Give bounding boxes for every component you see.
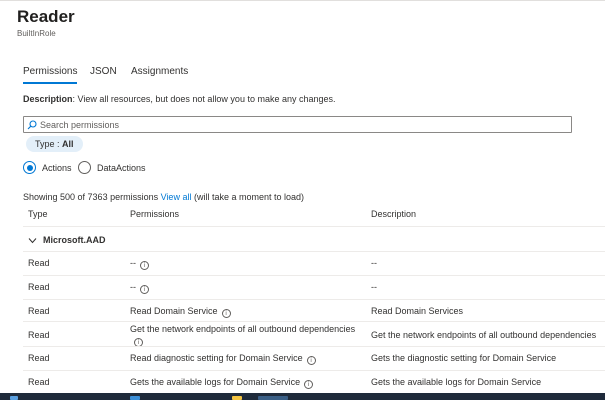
info-icon[interactable]: i: [140, 285, 149, 294]
column-header-type[interactable]: Type: [28, 209, 48, 219]
info-icon[interactable]: i: [140, 261, 149, 270]
row-1-permission: [130, 258, 362, 270]
search-icon: [27, 120, 37, 130]
search-input[interactable]: [40, 120, 560, 130]
row-6-description: Gets the available logs for Domain Service: [371, 377, 542, 387]
radio-dataactions-label: DataActions: [97, 162, 146, 173]
header-divider: [23, 226, 605, 227]
column-header-description[interactable]: Description: [371, 209, 417, 219]
description-label: Description: [23, 94, 73, 104]
showing-count: [23, 192, 304, 202]
radio-actions[interactable]: [23, 161, 72, 174]
row-divider: [23, 321, 605, 322]
column-header-permissions[interactable]: Permissions: [130, 209, 180, 219]
row-3-type: Read: [28, 306, 50, 316]
view-all-link[interactable]: View all: [160, 192, 192, 202]
active-app-icon[interactable]: [258, 396, 288, 400]
row-divider: [23, 346, 605, 347]
row-1-type: Read: [28, 258, 50, 268]
row-3-permission-text: Read Domain Service: [130, 306, 218, 316]
row-4-description: Get the network endpoints of all outbound dependencies: [371, 330, 597, 340]
row-4-type: Read: [28, 330, 50, 340]
type-filter-label: Type :: [35, 139, 63, 149]
showing-suffix: (will take a moment to load): [191, 192, 304, 202]
row-2-type: Read: [28, 282, 50, 292]
row-5-permission-text: Read diagnostic setting for Domain Service: [130, 353, 303, 363]
row-divider: [23, 299, 605, 300]
tab-permissions[interactable]: Permissions: [23, 66, 78, 77]
page-title: Reader: [17, 7, 75, 26]
row-2-permission: [130, 282, 362, 294]
row-2-permission-text: --: [130, 282, 136, 292]
radio-actions-label: Actions: [42, 162, 72, 173]
info-icon[interactable]: i: [134, 338, 143, 347]
showing-prefix: Showing 500 of 7363 permissions: [23, 192, 161, 202]
tab-json[interactable]: JSON: [90, 66, 117, 77]
description-text: : View all resources, but does not allow you to make any changes.: [72, 94, 336, 104]
search-box[interactable]: [23, 116, 572, 133]
row-3-permission: [130, 306, 362, 318]
row-divider: [23, 251, 605, 252]
row-2-description: --: [371, 282, 377, 292]
info-icon[interactable]: i: [307, 356, 316, 365]
radio-dataactions[interactable]: [78, 161, 146, 174]
type-filter-pill[interactable]: [26, 136, 83, 152]
row-3-description: Read Domain Services: [371, 306, 464, 316]
row-divider: [23, 275, 605, 276]
radio-checked-icon: [23, 161, 36, 174]
group-row-microsoft-aad[interactable]: [28, 232, 106, 248]
row-5-description: Gets the diagnostic setting for Domain Service: [371, 353, 557, 363]
page-subtitle: BuiltInRole: [17, 29, 56, 38]
windows-start-icon[interactable]: [10, 396, 18, 400]
row-divider: [23, 370, 605, 371]
radio-unchecked-icon: [78, 161, 91, 174]
row-4-permission: [130, 324, 362, 347]
info-icon[interactable]: i: [222, 309, 231, 318]
top-divider: [0, 0, 605, 1]
type-filter-value: All: [62, 139, 74, 149]
row-4-permission-text: Get the network endpoints of all outbound dependencies: [130, 324, 356, 334]
role-description: [23, 94, 336, 104]
row-5-type: Read: [28, 353, 50, 363]
row-1-permission-text: --: [130, 258, 136, 268]
tab-assignments[interactable]: Assignments: [131, 66, 189, 77]
file-explorer-icon[interactable]: [232, 396, 242, 400]
row-5-permission: [130, 353, 362, 365]
row-6-permission-text: Gets the available logs for Domain Service: [130, 377, 301, 387]
info-icon[interactable]: i: [304, 380, 313, 389]
taskbar-app-icon[interactable]: [130, 396, 140, 400]
taskbar: [0, 393, 605, 400]
group-label: Microsoft.AAD: [43, 235, 106, 245]
chevron-down-icon: [28, 236, 37, 245]
row-6-permission: [130, 377, 362, 389]
row-6-type: Read: [28, 377, 50, 387]
row-1-description: --: [371, 258, 377, 268]
